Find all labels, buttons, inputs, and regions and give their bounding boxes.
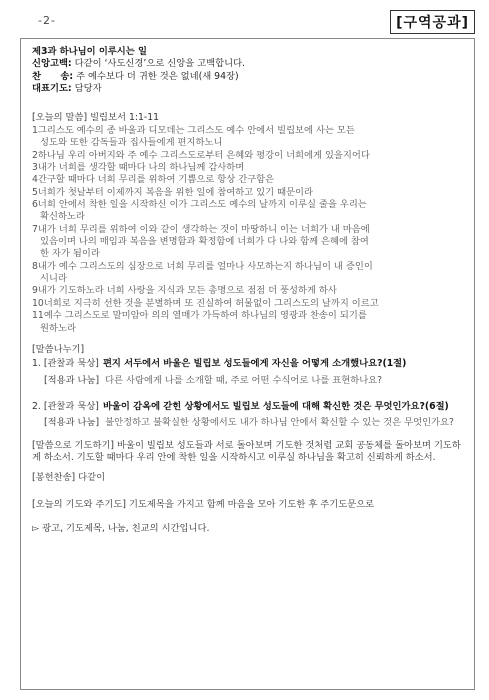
lesson-item — [32, 71, 468, 83]
triangle-right-icon: ▻ — [32, 523, 40, 535]
scripture-line: 확신하노라 — [40, 211, 85, 223]
scripture-line: 9내가 기도하노라 너희 사랑을 지식과 모든 총명으로 점점 더 풍성하게 하사 — [32, 285, 337, 297]
question-1 — [32, 358, 468, 370]
scripture-line: 5너희가 첫날부터 이제까지 복음을 위한 일에 참여하고 있기 때문이라 — [32, 186, 314, 198]
scripture-line: 원하노라 — [40, 322, 76, 334]
scripture-line: 한 자가 됨이라 — [40, 248, 100, 260]
scripture-line: 4간구할 때마다 너희 무리를 위하여 기쁨으로 항상 간구함은 — [32, 174, 275, 186]
footer-note — [32, 523, 468, 535]
question-2-label: 2. [관찰과 묵상] — [32, 400, 99, 412]
scripture-line: 1그리스도 예수의 종 바울과 디모데는 그리스도 예수 안에서 빌립보에 사는 모든 — [32, 124, 355, 136]
application-2-text: 불안정하고 불확실한 상황에서도 내가 하나님 안에서 확신할 수 있는 것은 무엇인가요? — [105, 417, 454, 429]
lesson-item-text: 주 예수보다 더 귀한 것은 없네(새 94장) — [73, 70, 239, 82]
question-1-text: 편지 서두에서 바울은 빌립보 성도들에게 자신을 어떻게 소개했나요?(1절) — [102, 358, 407, 370]
scripture-line: 성도와 또한 감독들과 집사들에게 편지하노니 — [40, 137, 223, 149]
closing-prayer: [오늘의 기도와 주기도] 기도제목을 가지고 함께 마음을 모아 기도한 후 주기도문으로 — [32, 498, 375, 510]
lesson-items — [32, 58, 468, 95]
lesson-item-label: 신앙고백: — [32, 58, 72, 70]
lesson-item-text: 다같이 ‘사도신경’으로 신앙을 고백합니다. — [71, 58, 246, 70]
scripture-line: 6너희 안에서 착한 일을 시작하신 이가 그리스도 예수의 날까지 이루실 줄을 우리는 — [32, 198, 367, 210]
scripture-heading: [오늘의 말씀] 빌립보서 1:1-11 — [32, 112, 160, 124]
lesson-item — [32, 58, 468, 70]
lesson-title: 제3과 하나님이 이루시는 일 — [32, 46, 147, 57]
footer-text: 광고, 기도제목, 나눔, 친교의 시간입니다. — [42, 523, 210, 535]
scripture-line: 7내가 너희 무리를 위하여 이와 같이 생각하는 것이 마땅하니 이는 너희가 내 마음에 — [32, 223, 370, 235]
application-1-label: [적용과 나눔] — [44, 374, 100, 386]
application-2 — [44, 417, 468, 429]
question-1-label: 1. [관찰과 묵상] — [32, 358, 99, 370]
scripture-verses — [32, 125, 468, 335]
scripture-line: 11예수 그리스도로 말미암아 의의 열매가 가득하여 하나님의 영광과 찬송이 되기를 — [32, 310, 367, 322]
scripture-line: 8내가 예수 그리스도의 심장으로 너희 무리를 얼마나 사모하는지 하나님이 내 증인이 — [32, 260, 373, 272]
scripture-line: 있음이며 나의 매임과 복음을 변명함과 확정함에 너희가 다 나와 함께 은혜에 참여 — [40, 236, 369, 248]
application-1-text: 다른 사람에게 나를 소개할 때, 주로 어떤 수식어로 나를 표현하나요? — [105, 374, 383, 386]
offering-hymn: [봉헌찬송] 다같이 — [32, 472, 106, 484]
prayer-text: [말씀으로 기도하기] 바울이 빌립보 성도들과 서로 돌아보며 기도한 것처럼 교회 공동체를 돌아보며 기도하게 하소서. 기도할 때마다 우리 안에 착한 일을 시작하시고 이루실 하나님을 확고히 신뢰하게 하소서. — [32, 439, 461, 464]
question-2 — [32, 401, 468, 413]
lesson-content — [32, 46, 468, 536]
sharing-heading: [말씀나누기] — [32, 343, 85, 355]
scripture-line: 2하나님 우리 아버지와 주 예수 그리스도로부터 은혜와 평강이 너희에게 있을지어다 — [32, 149, 370, 161]
lesson-item-label: 대표기도: — [32, 83, 72, 95]
scripture-line: 10너희로 지극히 선한 것을 분별하며 또 진실하여 허물없이 그리스도의 날까지 이르고 — [32, 297, 379, 309]
lesson-item — [32, 83, 468, 95]
lesson-item-text: 담당자 — [71, 83, 102, 95]
application-2-label: [적용과 나눔] — [44, 417, 100, 429]
scripture-line: 3내가 너희를 생각할 때마다 나의 하나님께 감사하며 — [32, 161, 245, 173]
lesson-item-label: 찬 송: — [32, 70, 74, 82]
application-1 — [44, 375, 468, 387]
section-badge: [구역공과] — [390, 10, 475, 34]
question-2-text: 바울이 감옥에 갇힌 상황에서도 빌립보 성도들에 대해 확신한 것은 무엇인가요?(6절) — [102, 400, 449, 412]
page-number: -2- — [38, 14, 56, 27]
scripture-line: 시니라 — [40, 273, 67, 285]
